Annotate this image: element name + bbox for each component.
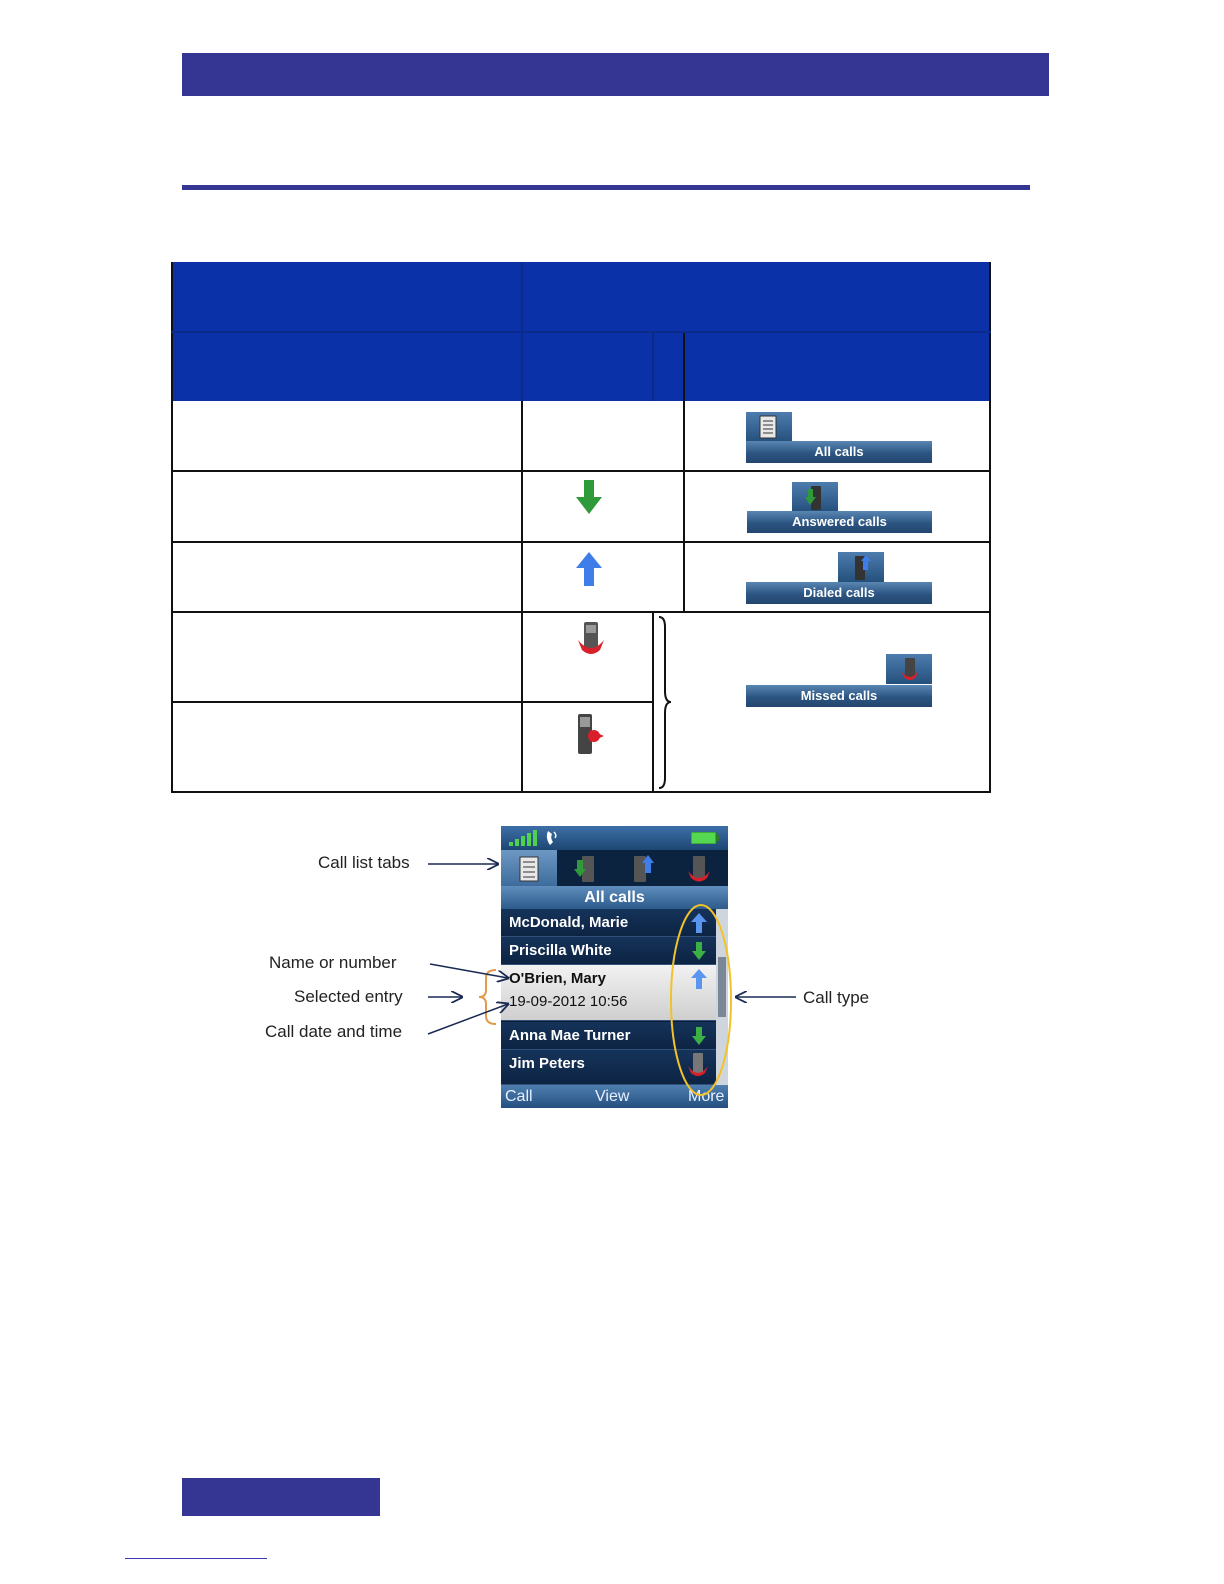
list-title: All calls (501, 886, 728, 909)
entry-date-time: 19-09-2012 10:56 (509, 993, 628, 1010)
callout-selected-entry: Selected entry (294, 987, 403, 1006)
softkey-more[interactable]: More (688, 1088, 725, 1105)
entry-name: Priscilla White (509, 942, 612, 959)
all-calls-label: All calls (746, 441, 932, 463)
callout-call-type: Call type (803, 988, 870, 1007)
footnote-rule (125, 1558, 267, 1559)
callout-call-date-time: Call date and time (265, 1022, 403, 1041)
answered-calls-label: Answered calls (747, 511, 932, 533)
callout-call-list-tabs: Call list tabs (318, 853, 410, 872)
softkey-call[interactable]: Call (505, 1088, 533, 1105)
dialed-calls-label: Dialed calls (746, 582, 932, 604)
entry-name: McDonald, Marie (509, 914, 629, 931)
entry-name: O'Brien, Mary (509, 970, 606, 987)
softkey-view[interactable]: View (595, 1088, 630, 1105)
callout-name-or-number: Name or number (269, 953, 397, 972)
entry-name: Jim Peters (509, 1055, 585, 1072)
footer-bar (182, 1478, 380, 1516)
entry-name: Anna Mae Turner (509, 1027, 631, 1044)
missed-calls-label: Missed calls (746, 685, 932, 707)
